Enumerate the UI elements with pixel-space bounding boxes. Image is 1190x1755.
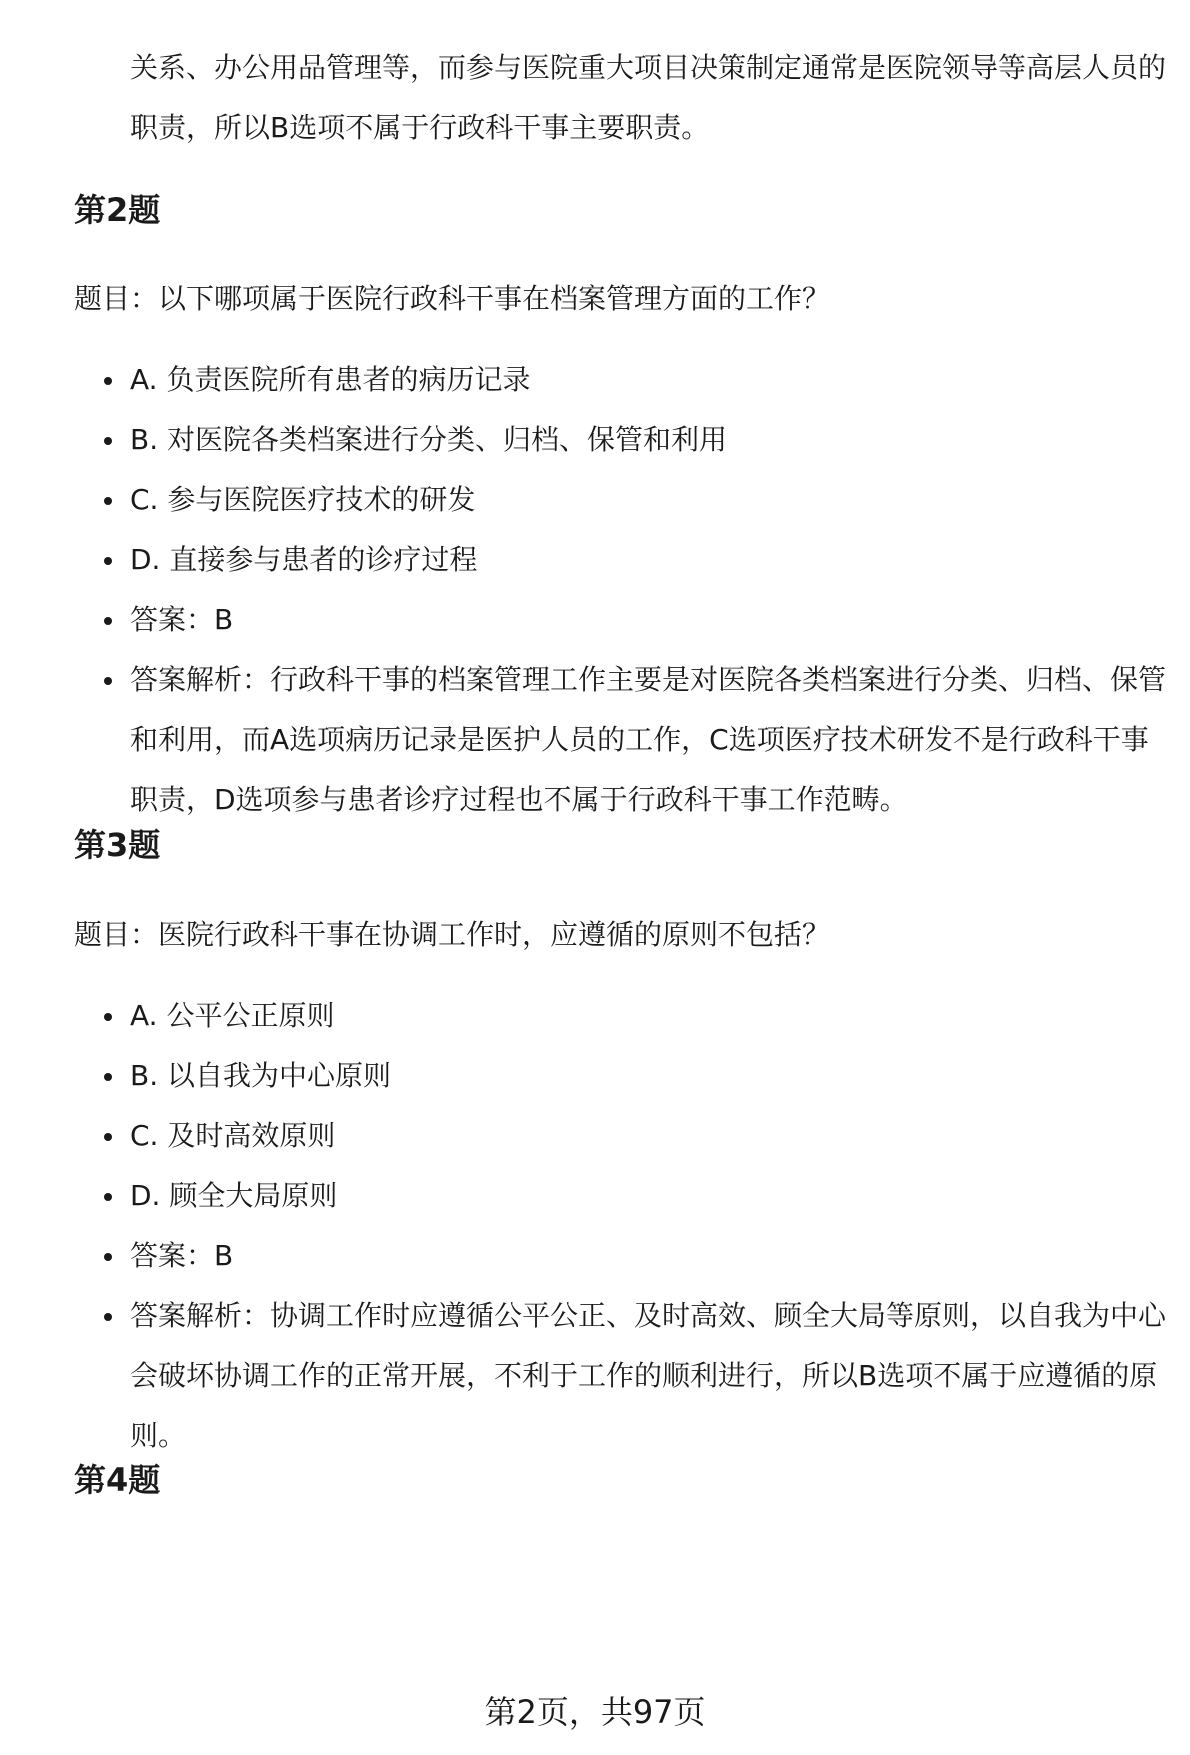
- question-2-heading: 第2题: [74, 191, 161, 229]
- answer-analysis: 答案解析：协调工作时应遵循公平公正、及时高效、顾全大局等原则，以自我为中心会破坏协调工作的正常开展，不利于工作的顺利进行，所以B选项不属于应遵循的原则。: [0, 1286, 1190, 1466]
- answer: 答案：B: [0, 1226, 1190, 1286]
- intro-paragraph: 关系、办公用品管理等，而参与医院重大项目决策制定通常是医院领导等高层人员的职责，所以B选项不属于行政科干事主要职责。: [130, 51, 1167, 144]
- option-a: A. 公平公正原则: [0, 986, 1190, 1046]
- option-a: A. 负责医院所有患者的病历记录: [0, 350, 1190, 410]
- answer: 答案：B: [0, 590, 1190, 650]
- question-2-options: [0, 350, 1190, 830]
- question-3-heading: 第3题: [74, 826, 161, 864]
- option-b: B. 对医院各类档案进行分类、归档、保管和利用: [0, 410, 1190, 470]
- page-number-footer: 第2页，共97页: [484, 1693, 706, 1731]
- option-c: C. 参与医院医疗技术的研发: [0, 470, 1190, 530]
- question-2-text: 题目：以下哪项属于医院行政科干事在档案管理方面的工作？: [74, 282, 831, 315]
- answer-analysis: 答案解析：行政科干事的档案管理工作主要是对医院各类档案进行分类、归档、保管和利用，而A选项病历记录是医护人员的工作，C选项医疗技术研发不是行政科干事职责，D选项参与患者诊疗过程也不属于行政科干事工作范畴。: [0, 650, 1190, 830]
- question-3-options: [0, 986, 1190, 1466]
- option-b: B. 以自我为中心原则: [0, 1046, 1190, 1106]
- question-3-text: 题目：医院行政科干事在协调工作时，应遵循的原则不包括？: [74, 918, 831, 951]
- option-c: C. 及时高效原则: [0, 1106, 1190, 1166]
- question-4-heading: 第4题: [74, 1461, 161, 1499]
- option-d: D. 顾全大局原则: [0, 1166, 1190, 1226]
- option-d: D. 直接参与患者的诊疗过程: [0, 530, 1190, 590]
